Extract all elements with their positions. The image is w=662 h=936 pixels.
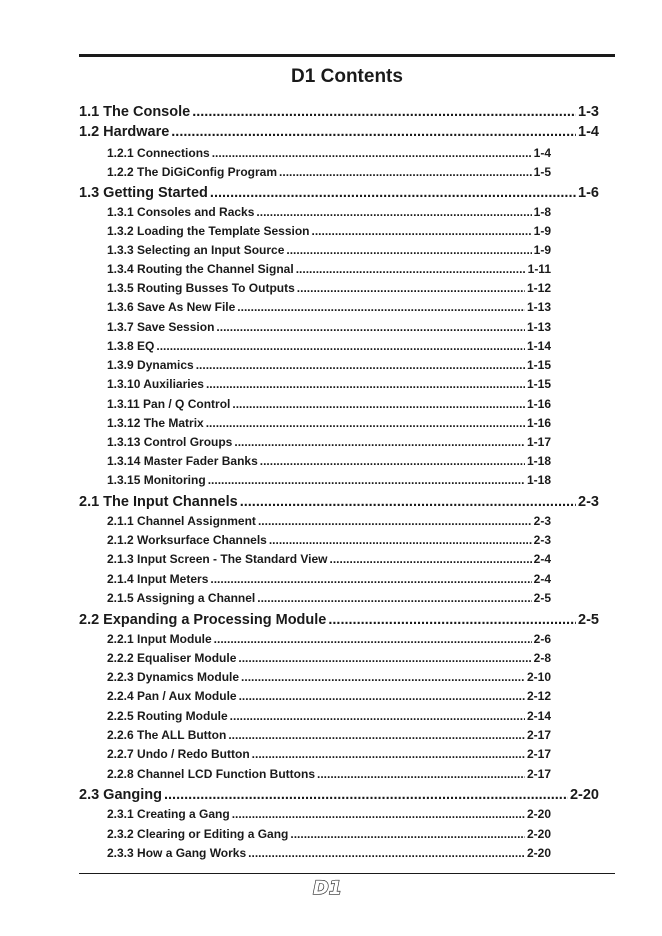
- toc-entry-label: 1.3.15 Monitoring: [107, 473, 206, 487]
- toc-subsection-entry[interactable]: [107, 261, 551, 277]
- toc-subsection-entry[interactable]: [107, 590, 551, 606]
- toc-subsection-entry[interactable]: [107, 669, 551, 685]
- toc-entry-label: 2.2.3 Dynamics Module: [107, 670, 240, 684]
- toc-entry-page: 1-13: [526, 320, 551, 334]
- toc-entry-page: 2-5: [533, 591, 551, 605]
- toc-entry-label: 2.1 The Input Channels: [79, 494, 238, 510]
- toc-section-entry[interactable]: [79, 493, 599, 512]
- toc-entry-label: 2.2.1 Input Module: [107, 632, 212, 646]
- toc-entry-page: 2-12: [526, 689, 551, 703]
- toc-entry-page: 2-3: [533, 514, 551, 528]
- toc-entry-page: 2-4: [533, 572, 551, 586]
- toc-subsection-entry[interactable]: [107, 434, 551, 450]
- toc-entry-label: 2.2.4 Pan / Aux Module: [107, 689, 237, 703]
- toc-leader-dots: [156, 338, 525, 354]
- toc-leader-dots: [212, 145, 532, 161]
- toc-subsection-entry[interactable]: [107, 242, 551, 258]
- toc-leader-dots: [238, 650, 531, 666]
- toc-entry-label: 2.3.1 Creating a Gang: [107, 807, 230, 821]
- toc-leader-dots: [239, 688, 525, 704]
- toc-entry-label: 2.2.5 Routing Module: [107, 709, 228, 723]
- toc-entry-label: 2.1.2 Worksurface Channels: [107, 533, 267, 547]
- toc-entry-label: 2.2 Expanding a Processing Module: [79, 612, 327, 628]
- d1-logo-text: D1: [313, 877, 342, 897]
- toc-subsection-entry[interactable]: [107, 806, 551, 822]
- toc-entry-label: 1.3.7 Save Session: [107, 320, 215, 334]
- toc-entry-label: 1.1 The Console: [79, 104, 191, 120]
- toc-subsection-entry[interactable]: [107, 299, 551, 315]
- toc-subsection-entry[interactable]: [107, 513, 551, 529]
- toc-leader-dots: [296, 261, 526, 277]
- toc-leader-dots: [237, 299, 525, 315]
- toc-entry-label: 2.1.3 Input Screen - The Standard View: [107, 552, 328, 566]
- toc-entry-page: 1-9: [533, 243, 551, 257]
- toc-entry-label: 2.1.5 Assigning a Channel: [107, 591, 256, 605]
- toc-entry-label: 1.3.13 Control Groups: [107, 435, 233, 449]
- toc-leader-dots: [230, 708, 525, 724]
- toc-leader-dots: [171, 123, 576, 142]
- toc-entry-label: 1.3.14 Master Fader Banks: [107, 454, 258, 468]
- toc-entry-page: 1-9: [533, 224, 551, 238]
- toc-entry-page: 1-11: [527, 262, 551, 276]
- toc-entry-page: 1-13: [526, 300, 551, 314]
- toc-entry-label: 1.3.3 Selecting an Input Source: [107, 243, 285, 257]
- toc-entry-page: 1-14: [526, 339, 551, 353]
- toc-leader-dots: [317, 766, 525, 782]
- toc-entry-label: 1.2.2 The DiGiConfig Program: [107, 165, 278, 179]
- toc-leader-dots: [279, 164, 532, 180]
- toc-leader-dots: [252, 746, 525, 762]
- toc-subsection-entry[interactable]: [107, 376, 551, 392]
- toc-entry-label: 2.2.7 Undo / Redo Button: [107, 747, 250, 761]
- toc-leader-dots: [257, 590, 531, 606]
- toc-entry-page: 1-18: [526, 454, 551, 468]
- toc-entry-page: 2-14: [526, 709, 551, 723]
- toc-subsection-entry[interactable]: [107, 826, 551, 842]
- toc-section-entry[interactable]: [79, 123, 599, 142]
- toc-entry-page: 1-16: [526, 397, 551, 411]
- toc-subsection-entry[interactable]: [107, 551, 551, 567]
- toc-leader-dots: [234, 434, 525, 450]
- toc-leader-dots: [330, 551, 532, 567]
- toc-leader-dots: [196, 357, 525, 373]
- toc-leader-dots: [328, 611, 576, 630]
- toc-entry-page: 1-3: [578, 104, 599, 120]
- toc-entry-page: 2-20: [569, 787, 599, 803]
- toc-section-entry[interactable]: [79, 103, 599, 122]
- toc-entry-page: 2-3: [533, 533, 551, 547]
- toc-entry-label: 2.3 Ganging: [79, 787, 162, 803]
- toc-subsection-entry[interactable]: [107, 472, 551, 488]
- d1-logo: [311, 877, 353, 897]
- toc-entry-label: 1.3.2 Loading the Template Session: [107, 224, 310, 238]
- toc-entry-page: 2-8: [533, 651, 551, 665]
- toc-entry-page: 1-18: [526, 473, 551, 487]
- toc-subsection-entry[interactable]: [107, 631, 551, 647]
- toc-subsection-entry[interactable]: [107, 357, 551, 373]
- toc-entry-label: 2.2.8 Channel LCD Function Buttons: [107, 767, 316, 781]
- toc-entry-label: 2.3.3 How a Gang Works: [107, 846, 247, 860]
- toc-subsection-entry[interactable]: [107, 453, 551, 469]
- toc-subsection-entry[interactable]: [107, 204, 551, 220]
- bottom-rule: [79, 873, 615, 874]
- toc-section-entry[interactable]: [79, 786, 599, 805]
- toc-entry-label: 1.3.9 Dynamics: [107, 358, 194, 372]
- toc-entry-page: 1-17: [526, 435, 551, 449]
- toc-entry-page: 1-4: [533, 146, 551, 160]
- toc-subsection-entry[interactable]: [107, 571, 551, 587]
- toc-subsection-entry[interactable]: [107, 766, 551, 782]
- toc-leader-dots: [260, 453, 525, 469]
- toc-entry-page: 2-10: [526, 670, 551, 684]
- toc-entry-label: 1.3.6 Save As New File: [107, 300, 236, 314]
- toc-entry-page: 1-4: [578, 124, 599, 140]
- toc-entry-page: 1-12: [526, 281, 551, 295]
- toc-subsection-entry[interactable]: [107, 727, 551, 743]
- toc-entry-label: 2.2.2 Equaliser Module: [107, 651, 237, 665]
- toc-leader-dots: [210, 571, 531, 587]
- toc-entry-page: 2-4: [533, 552, 551, 566]
- toc-subsection-entry[interactable]: [107, 650, 551, 666]
- toc-entry-page: 2-3: [578, 494, 599, 510]
- toc-leader-dots: [210, 184, 576, 203]
- toc-subsection-entry[interactable]: [107, 845, 551, 861]
- toc-leader-dots: [297, 280, 525, 296]
- toc-leader-dots: [312, 223, 532, 239]
- toc-subsection-entry[interactable]: [107, 223, 551, 239]
- toc-leader-dots: [241, 669, 525, 685]
- toc-leader-dots: [206, 415, 525, 431]
- toc-subsection-entry[interactable]: [107, 145, 551, 161]
- page-title: D1 Contents: [291, 66, 403, 87]
- toc-entry-label: 2.3.2 Clearing or Editing a Gang: [107, 827, 289, 841]
- toc-entry-page: 2-17: [526, 728, 551, 742]
- toc-entry-page: 1-6: [578, 185, 599, 201]
- toc-entry-page: 1-5: [533, 165, 551, 179]
- toc-entry-page: 1-15: [526, 377, 551, 391]
- toc-entry-label: 1.3.1 Consoles and Racks: [107, 205, 255, 219]
- toc-entry-label: 1.2.1 Connections: [107, 146, 210, 160]
- toc-section-entry[interactable]: [79, 184, 599, 203]
- toc-leader-dots: [232, 806, 525, 822]
- toc-leader-dots: [286, 242, 531, 258]
- toc-entry-label: 1.3.5 Routing Busses To Outputs: [107, 281, 295, 295]
- toc-leader-dots: [228, 727, 525, 743]
- toc-leader-dots: [214, 631, 532, 647]
- toc-subsection-entry[interactable]: [107, 280, 551, 296]
- toc-leader-dots: [256, 204, 531, 220]
- toc-subsection-entry[interactable]: [107, 708, 551, 724]
- toc-leader-dots: [216, 319, 525, 335]
- toc-leader-dots: [269, 532, 532, 548]
- toc-entry-page: 2-20: [526, 807, 551, 821]
- toc-entry-label: 1.3.11 Pan / Q Control: [107, 397, 231, 411]
- toc-entry-page: 1-8: [533, 205, 551, 219]
- toc-entry-label: 1.3.10 Auxiliaries: [107, 377, 204, 391]
- toc-leader-dots: [258, 513, 532, 529]
- toc-leader-dots: [240, 493, 576, 512]
- toc-entry-label: 2.2.6 The ALL Button: [107, 728, 227, 742]
- toc-leader-dots: [192, 103, 576, 122]
- toc-entry-page: 2-5: [578, 612, 599, 628]
- toc-subsection-entry[interactable]: [107, 338, 551, 354]
- toc-entry-label: 2.1.4 Input Meters: [107, 572, 209, 586]
- toc-subsection-entry[interactable]: [107, 746, 551, 762]
- toc-entry-page: 2-6: [533, 632, 551, 646]
- toc-entry-label: 1.3.4 Routing the Channel Signal: [107, 262, 294, 276]
- toc-leader-dots: [208, 472, 525, 488]
- toc-leader-dots: [232, 396, 525, 412]
- toc-subsection-entry[interactable]: [107, 532, 551, 548]
- toc-subsection-entry[interactable]: [107, 164, 551, 180]
- toc-subsection-entry[interactable]: [107, 415, 551, 431]
- toc-entry-page: 2-20: [526, 846, 551, 860]
- toc-leader-dots: [248, 845, 525, 861]
- toc-leader-dots: [164, 786, 568, 805]
- toc-entry-page: 1-15: [526, 358, 551, 372]
- toc-subsection-entry[interactable]: [107, 688, 551, 704]
- toc-entry-label: 1.3.8 EQ: [107, 339, 155, 353]
- toc-entry-page: 2-17: [526, 747, 551, 761]
- toc-entry-label: 1.3 Getting Started: [79, 185, 208, 201]
- toc-subsection-entry[interactable]: [107, 319, 551, 335]
- toc-section-entry[interactable]: [79, 611, 599, 630]
- toc-entry-page: 2-17: [526, 767, 551, 781]
- toc-leader-dots: [290, 826, 525, 842]
- toc-entry-label: 2.1.1 Channel Assignment: [107, 514, 256, 528]
- toc-entry-label: 1.2 Hardware: [79, 124, 170, 140]
- toc-entry-page: 1-16: [526, 416, 551, 430]
- toc-entry-page: 2-20: [526, 827, 551, 841]
- toc-entry-label: 1.3.12 The Matrix: [107, 416, 204, 430]
- toc-leader-dots: [206, 376, 525, 392]
- toc-subsection-entry[interactable]: [107, 396, 551, 412]
